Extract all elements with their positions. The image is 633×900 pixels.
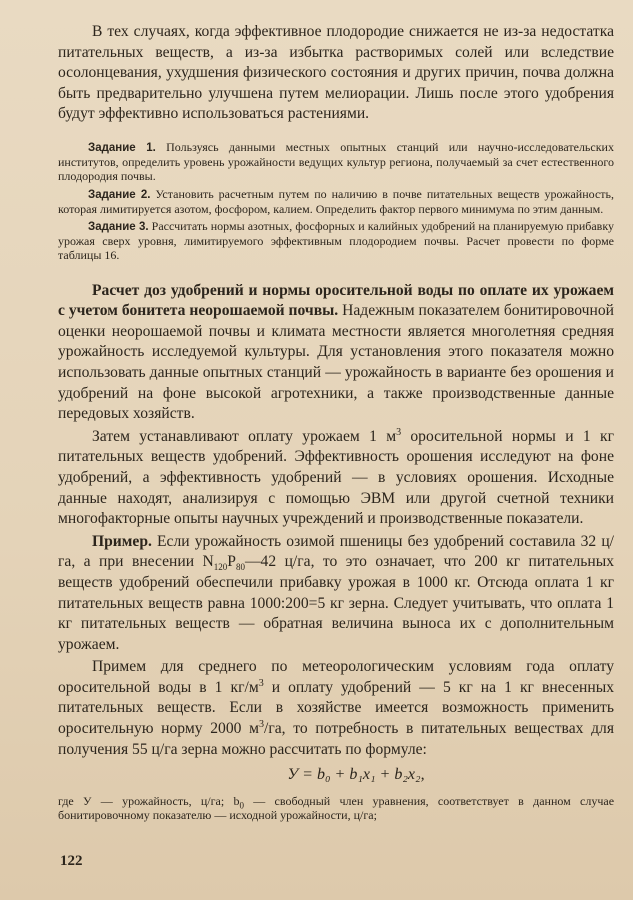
- example-p: P: [227, 553, 236, 571]
- task-2-label: Задание 2.: [88, 188, 151, 201]
- section-paragraph: [58, 281, 614, 425]
- formula-intro-sup2: 3: [259, 718, 265, 730]
- formula-intro-a: Примем для среднего по метеорологическим условиям года оплату оросительной воды в 1 кг/м: [58, 658, 614, 696]
- formula: У = b₀ + b₁x₁ + b₂x₂,: [287, 766, 425, 784]
- example-sub-p: 80: [235, 562, 245, 573]
- task-3-label: Задание 3.: [88, 220, 149, 233]
- page-number: 122: [60, 853, 83, 869]
- payment-text-a: Затем устанавливают оплату урожаем 1 м: [92, 427, 397, 445]
- section-heading: Расчет доз удобрений и нормы оросительной воды по оплате их урожаем с учетом бонитета неорошаемой почвы.: [58, 281, 614, 320]
- paragraph-intro: В тех случаях, когда эффективное плодородие снижается не из-за недостатка питательных веществ, а из-за избытка растворимых солей или вследствие осолонцевания, ухудшения физического состояния и других причин, почва должна быть предварительно улучшена путем мелиорации. Лишь после этого удобрения будут эффективно использоваться растениями.: [58, 23, 614, 123]
- footnote-b: — свободный член уравнения, соответствует в данном случае бонитировочному показателю — исходной урожайности, ц/га;: [58, 794, 615, 823]
- paragraph-example: [58, 532, 614, 656]
- page-content: [58, 22, 614, 823]
- paragraph-payment: [58, 427, 614, 530]
- formula-intro-c: /га, то потребность в питательных веществах для получения 55 ц/га зерна можно рассчитать по формуле:: [58, 720, 614, 758]
- paragraph-formula-intro: [58, 657, 614, 760]
- footnote-a: где У — урожайность, ц/га; b: [58, 794, 240, 809]
- task-1: [58, 140, 614, 184]
- section-text: Надежным показателем бонитировочной оценки неорошаемой почвы и климата местности является многолетняя средняя урожайность исследуемой культуры. Для установления этого показателя можно использовать данные опытных станций — урожайность в варианте без орошения и удобрений на фоне высокой агротехники, а также производственные данные передовых хозяйств.: [58, 302, 615, 423]
- task-3-text: Рассчитать нормы азотных, фосфорных и калийных удобрений на планируемую прибавку урожая сверх уровня, лимитируемого эффективным плодородием почвы. Расчет провести по форме таблицы 16.: [58, 218, 614, 263]
- task-3: [58, 219, 614, 263]
- payment-text-b: оросительной нормы и 1 кг питательных веществ удобрений. Эффективность орошения исследуют на фоне удобрений, а эффективность удобрений — в условиях орошения. Исходные данные находят, анализируя с помощью ЭВМ или другой счетной техники многофакторные опыты научных учреждений и производственные показатели.: [58, 427, 614, 528]
- footnote-sub: 0: [239, 800, 244, 811]
- task-1-label: Задание 1.: [88, 141, 156, 154]
- payment-sup: 3: [396, 426, 402, 438]
- example-text-a: Если урожайность озимой пшеницы без удобрений составила 32 ц/га, а при внесении N: [58, 532, 614, 571]
- formula-intro-b: и оплату удобрений — 5 кг на 1 кг внесенных питательных веществ. Если в хозяйстве имеется возможность применить оросительную норму 2000 м: [58, 678, 614, 738]
- formula-intro-sup1: 3: [258, 677, 264, 689]
- task-1-text: Пользуясь данными местных опытных станций или научно-исследовательских институтов, определить уровень урожайности ведущих культур региона, получаемый за счет естественного плодородия почвы.: [58, 139, 614, 184]
- example-text-b: —42 ц/га, то это означает, что 200 кг питательных веществ удобрений обеспечили прибавку урожая в 1000 кг. Отсюда оплата 1 кг питательных веществ равна 1000:200=5 кг зерна. Следует учитывать, что оплата 1 кг питательных веществ — обратная величина выноса их с дополнительным урожаем.: [58, 553, 614, 653]
- task-2-text: Установить расчетным путем по наличию в почве питательных веществ урожайность, которая лимитируется азотом, фосфором, калием. Определить фактор первого минимума по этим данным.: [58, 186, 614, 216]
- footnote: [58, 794, 614, 822]
- example-label: Пример.: [92, 532, 152, 550]
- example-sub-n: 120: [213, 562, 228, 573]
- task-2: [58, 187, 614, 216]
